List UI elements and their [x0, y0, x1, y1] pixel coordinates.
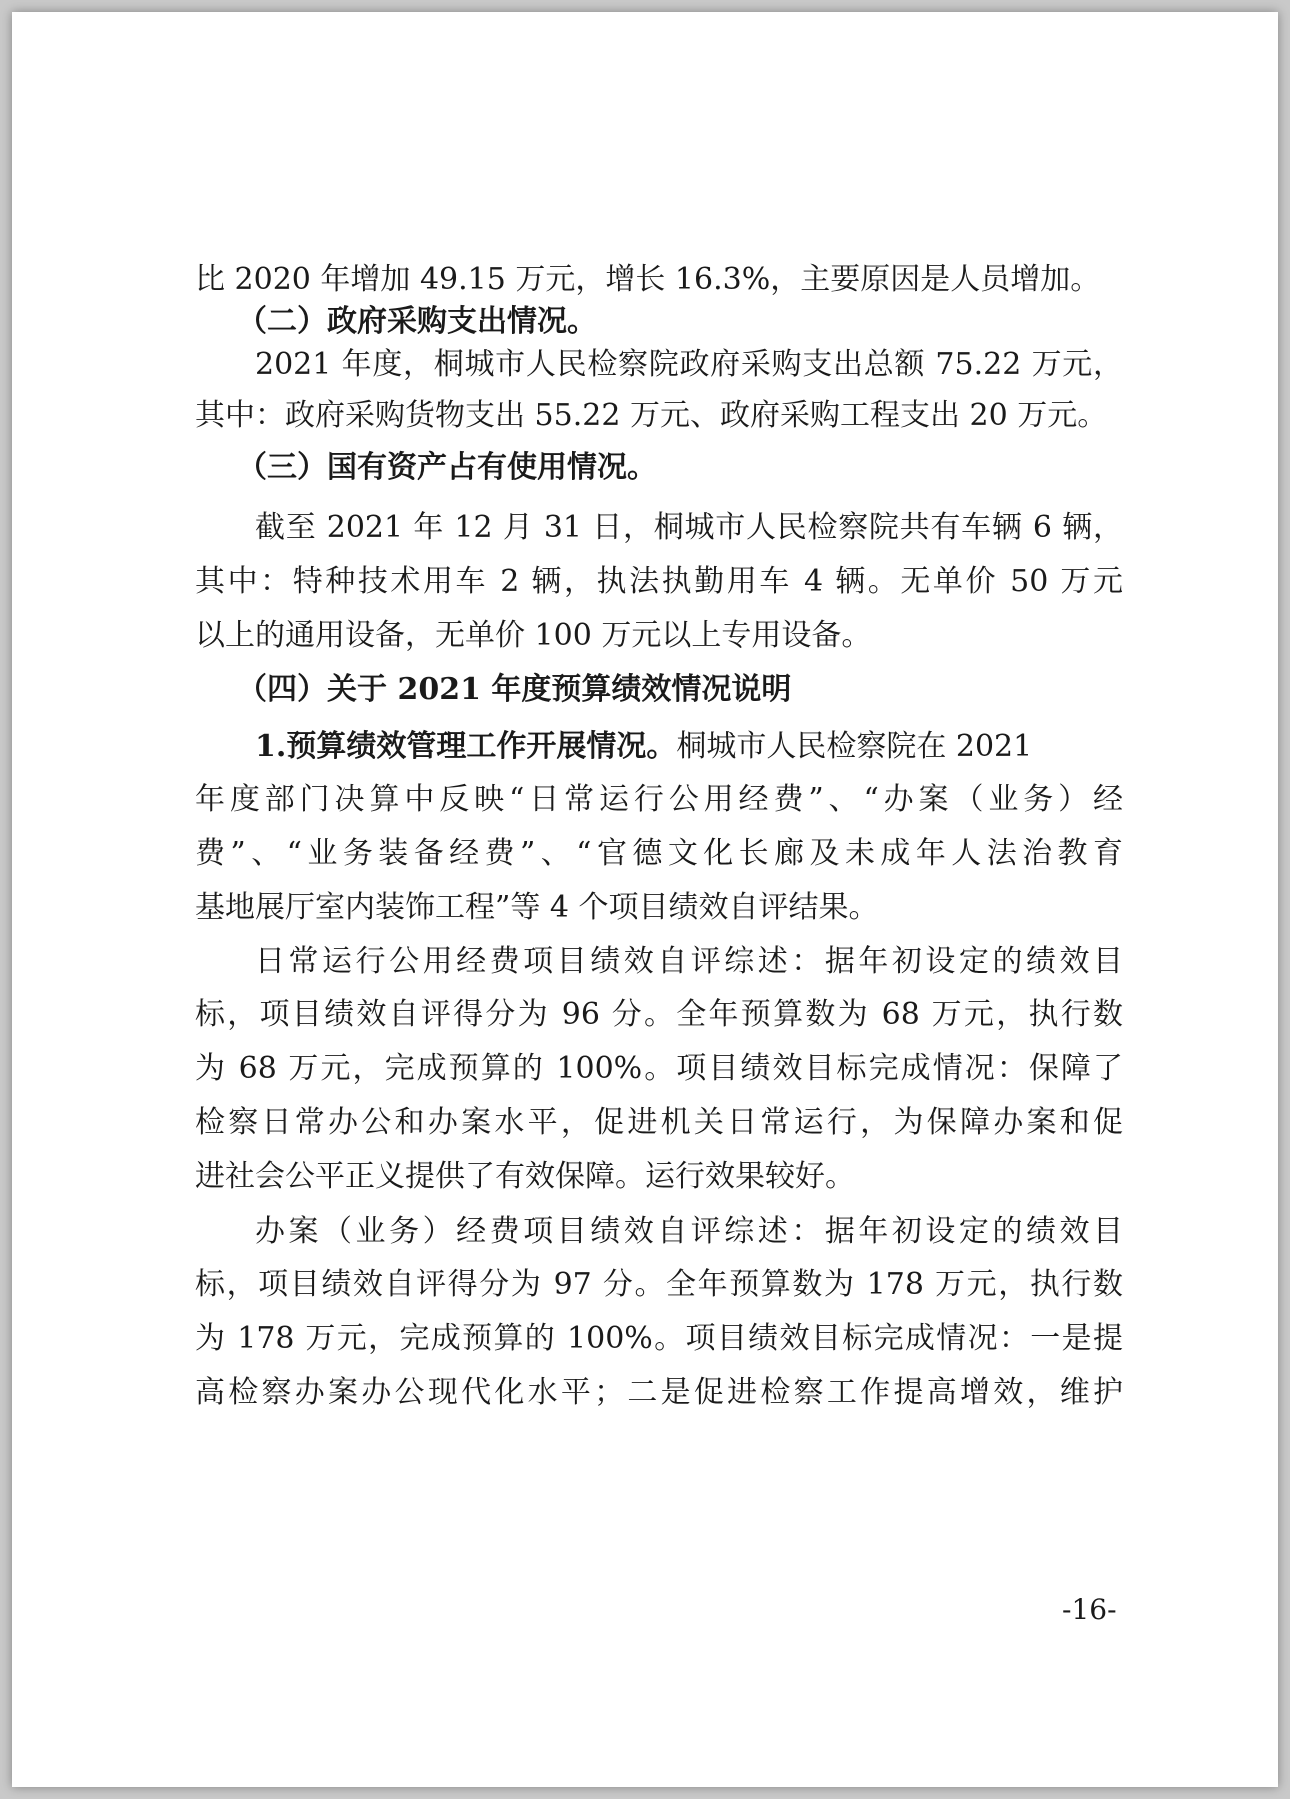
text-line: 为 68 万元，完成预算的 100%。项目绩效目标完成情况：保障了 — [195, 1051, 1123, 1086]
text-line: 费”、“业务装备经费”、“官德文化长廊及未成年人法治教育 — [195, 836, 1123, 871]
text-line: 标，项目绩效自评得分为 96 分。全年预算数为 68 万元，执行数 — [195, 997, 1123, 1032]
text-line: 其中：政府采购货物支出 55.22 万元、政府采购工程支出 20 万元。 — [195, 398, 1108, 433]
section-heading: （四）关于 2021 年度预算绩效情况说明 — [237, 672, 792, 707]
text-run: 桐城市人民检察院在 2021 — [676, 729, 1033, 764]
page-number: -16- — [1062, 1593, 1117, 1626]
text-line: 进社会公平正义提供了有效保障。运行效果较好。 — [195, 1159, 855, 1194]
text-line: 标，项目绩效自评得分为 97 分。全年预算数为 178 万元，执行数 — [195, 1267, 1123, 1302]
text-line: 为 178 万元，完成预算的 100%。项目绩效目标完成情况：一是提 — [195, 1321, 1123, 1356]
text-line: 高检察办案办公现代化水平；二是促进检察工作提高增效，维护 — [195, 1375, 1123, 1410]
text-line: 以上的通用设备，无单价 100 万元以上专用设备。 — [195, 618, 872, 653]
text-line: 比 2020 年增加 49.15 万元，增长 16.3%，主要原因是人员增加。 — [195, 262, 1101, 297]
text-line: 检察日常办公和办案水平，促进机关日常运行，为保障办案和促 — [195, 1105, 1123, 1140]
text-line: 日常运行公用经费项目绩效自评综述：据年初设定的绩效目 — [255, 944, 1123, 979]
subsection-heading: 1.预算绩效管理工作开展情况。 — [255, 729, 677, 764]
text-line — [255, 727, 1032, 767]
text-line: 2021 年度，桐城市人民检察院政府采购支出总额 75.22 万元， — [255, 347, 1123, 382]
text-line: 其中：特种技术用车 2 辆，执法执勤用车 4 辆。无单价 50 万元 — [195, 564, 1123, 599]
document-page — [12, 12, 1278, 1787]
section-heading: （二）政府采购支出情况。 — [237, 304, 597, 339]
text-line: 年度部门决算中反映“日常运行公用经费”、“办案（业务）经 — [195, 782, 1123, 817]
text-line: 基地展厅室内装饰工程”等 4 个项目绩效自评结果。 — [195, 890, 879, 925]
section-heading: （三）国有资产占有使用情况。 — [237, 450, 657, 485]
text-line: 办案（业务）经费项目绩效自评综述：据年初设定的绩效目 — [255, 1214, 1123, 1249]
text-line: 截至 2021 年 12 月 31 日，桐城市人民检察院共有车辆 6 辆， — [255, 510, 1123, 545]
